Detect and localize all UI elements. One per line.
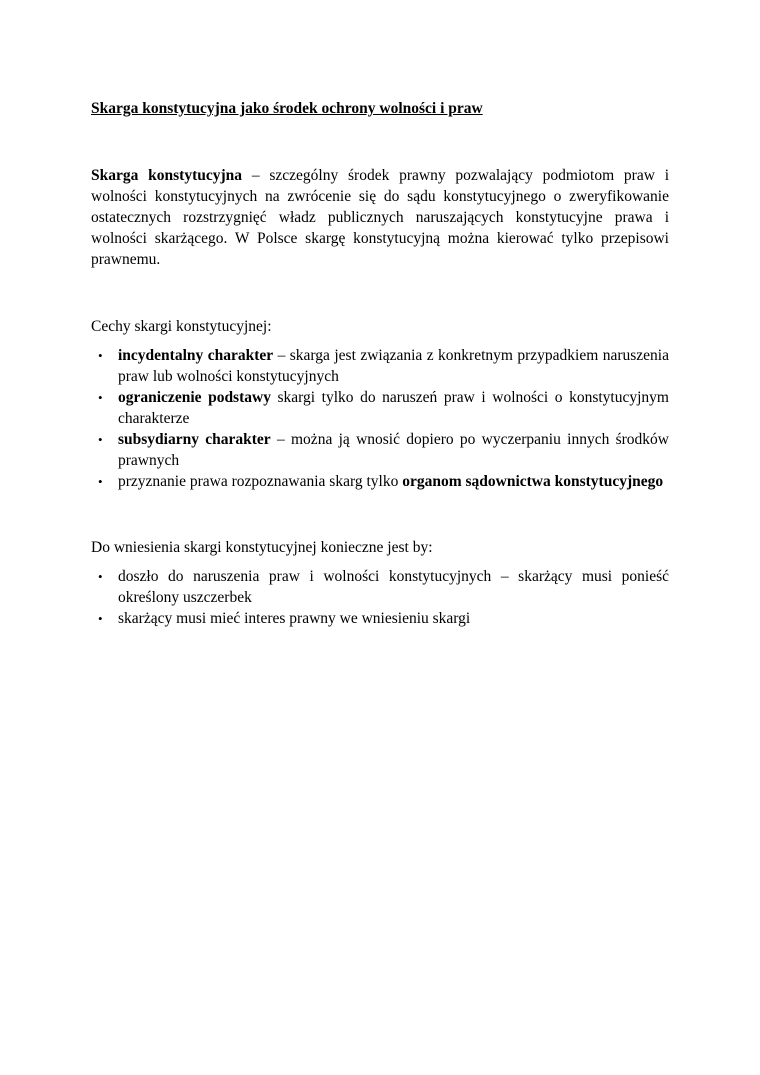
requirements-list: [91, 566, 669, 629]
list-item: • ograniczenie podstawy skargi tylko do naruszeń praw i wolności o konstytucyjnym charakterze: [91, 387, 669, 429]
list-item: • doszło do naruszenia praw i wolności konstytucyjnych – skarżący musi ponieść określony uszczerbek: [91, 566, 669, 608]
requirements-heading: Do wniesienia skargi konstytucyjnej konieczne jest by:: [91, 539, 433, 556]
intro-paragraph: Skarga konstytucyjna – szczególny środek prawny pozwalający podmiotom praw i wolności konstytucyjnych na zwrócenie się do sądu konstytucyjnego o zweryfikowanie ostatecznych rozstrzygnięć władz publicznych naruszających konstytucyjne prawa i wolności skarżącego. W Polsce skargę konstytucyjną można kierować tylko przepisowi prawnemu.: [91, 167, 670, 268]
list-item: • skarżący musi mieć interes prawny we wniesieniu skargi: [91, 608, 669, 629]
list-item: • subsydiarny charakter – można ją wnosić dopiero po wyczerpaniu innych środków prawnych: [91, 429, 669, 471]
list-item: • incydentalny charakter – skarga jest związania z konkretnym przypadkiem naruszenia praw lub wolności konstytucyjnych: [91, 345, 669, 387]
document-title: Skarga konstytucyjna jako środek ochrony wolności i praw: [91, 100, 483, 117]
features-heading: Cechy skargi konstytucyjnej:: [91, 318, 272, 335]
features-list: [91, 345, 669, 492]
list-item: • przyznanie prawa rozpoznawania skarg tylko organom sądownictwa konstytucyjnego: [91, 471, 669, 492]
